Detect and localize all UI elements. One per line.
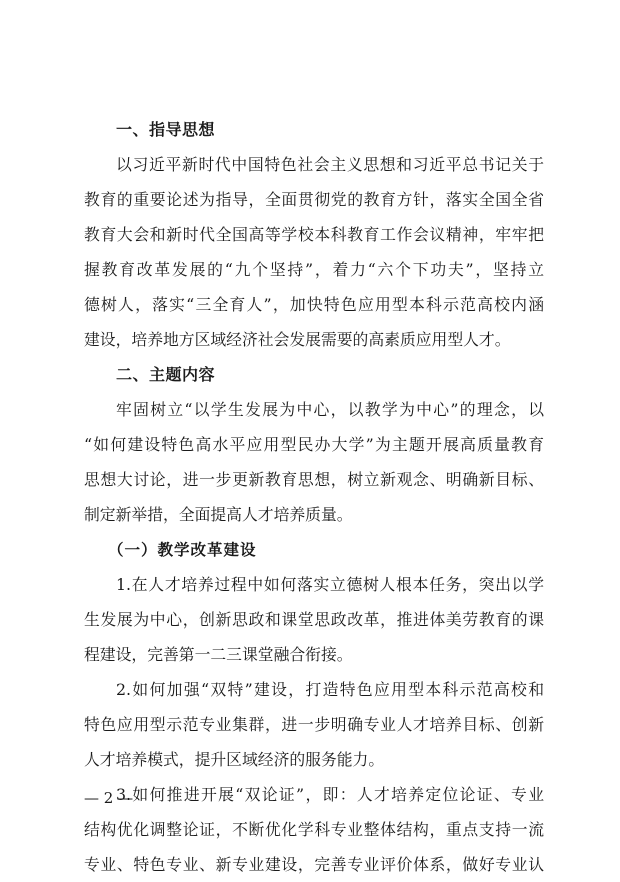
text-line: 思想大讨论，进一步更新教育思想，树立新观念、明确新目标、 — [84, 470, 544, 489]
list-item-2 — [84, 672, 544, 777]
text-line: 建设，培养地方区域经济社会发展需要的高素质应用型人才。 — [84, 330, 511, 349]
section-heading-guiding-ideology: 一、指导思想 — [116, 120, 216, 139]
text-line: 特色应用型示范专业集群，进一步明确专业人才培养目标、创新 — [84, 715, 544, 734]
list-item-3 — [84, 777, 544, 882]
document-body — [84, 112, 544, 882]
text-line: 牢固树立“以学生发展为中心，以教学为中心”的理念，以 — [116, 400, 544, 419]
text-line: 教育的重要论述为指导，全面贯彻党的教育方针，落实全国全省 — [84, 190, 544, 209]
text-line: 教育大会和新时代全国高等学校本科教育工作会议精神，牢牢把 — [84, 225, 544, 244]
subsection-heading-teaching-reform: （一）教学改革建设 — [108, 540, 257, 559]
text-line: 结构优化调整论证，不断优化学科专业整体结构，重点支持一流 — [84, 820, 544, 839]
text-line: 生发展为中心，创新思政和课堂思政改革，推进体美劳教育的课 — [84, 610, 544, 629]
paragraph-guiding-ideology — [84, 147, 544, 357]
paragraph-theme-content — [84, 392, 544, 532]
text-line: 2.如何加强“双特”建设，打造特色应用型本科示范高校和 — [116, 680, 544, 699]
text-line: 以习近平新时代中国特色社会主义思想和习近平总书记关于 — [116, 155, 544, 174]
text-line: 程建设，完善第一二三课堂融合衔接。 — [84, 645, 353, 664]
section-heading-theme-content: 二、主题内容 — [116, 365, 216, 384]
text-line: 握教育改革发展的“九个坚持”，着力“六个下功夫”，坚持立 — [84, 260, 544, 279]
text-line: 德树人，落实“三全育人”，加快特色应用型本科示范高校内涵 — [84, 295, 544, 314]
text-line: 1.在人才培养过程中如何落实立德树人根本任务，突出以学 — [116, 575, 544, 594]
text-line: “如何建设特色高水平应用型民办大学”为主题开展高质量教育 — [84, 435, 544, 454]
text-line: 专业、特色专业、新专业建设，完善专业评价体系，做好专业认 — [84, 855, 544, 874]
text-line: 制定新举措，全面提高人才培养质量。 — [84, 505, 353, 524]
text-line: 人才培养模式，提升区域经济的服务能力。 — [84, 750, 385, 769]
list-item-1 — [84, 567, 544, 672]
text-line: 3.如何推进开展“双论证”，即：人才培养定位论证、专业 — [116, 785, 544, 804]
page-number: — 2 — — [84, 789, 134, 807]
